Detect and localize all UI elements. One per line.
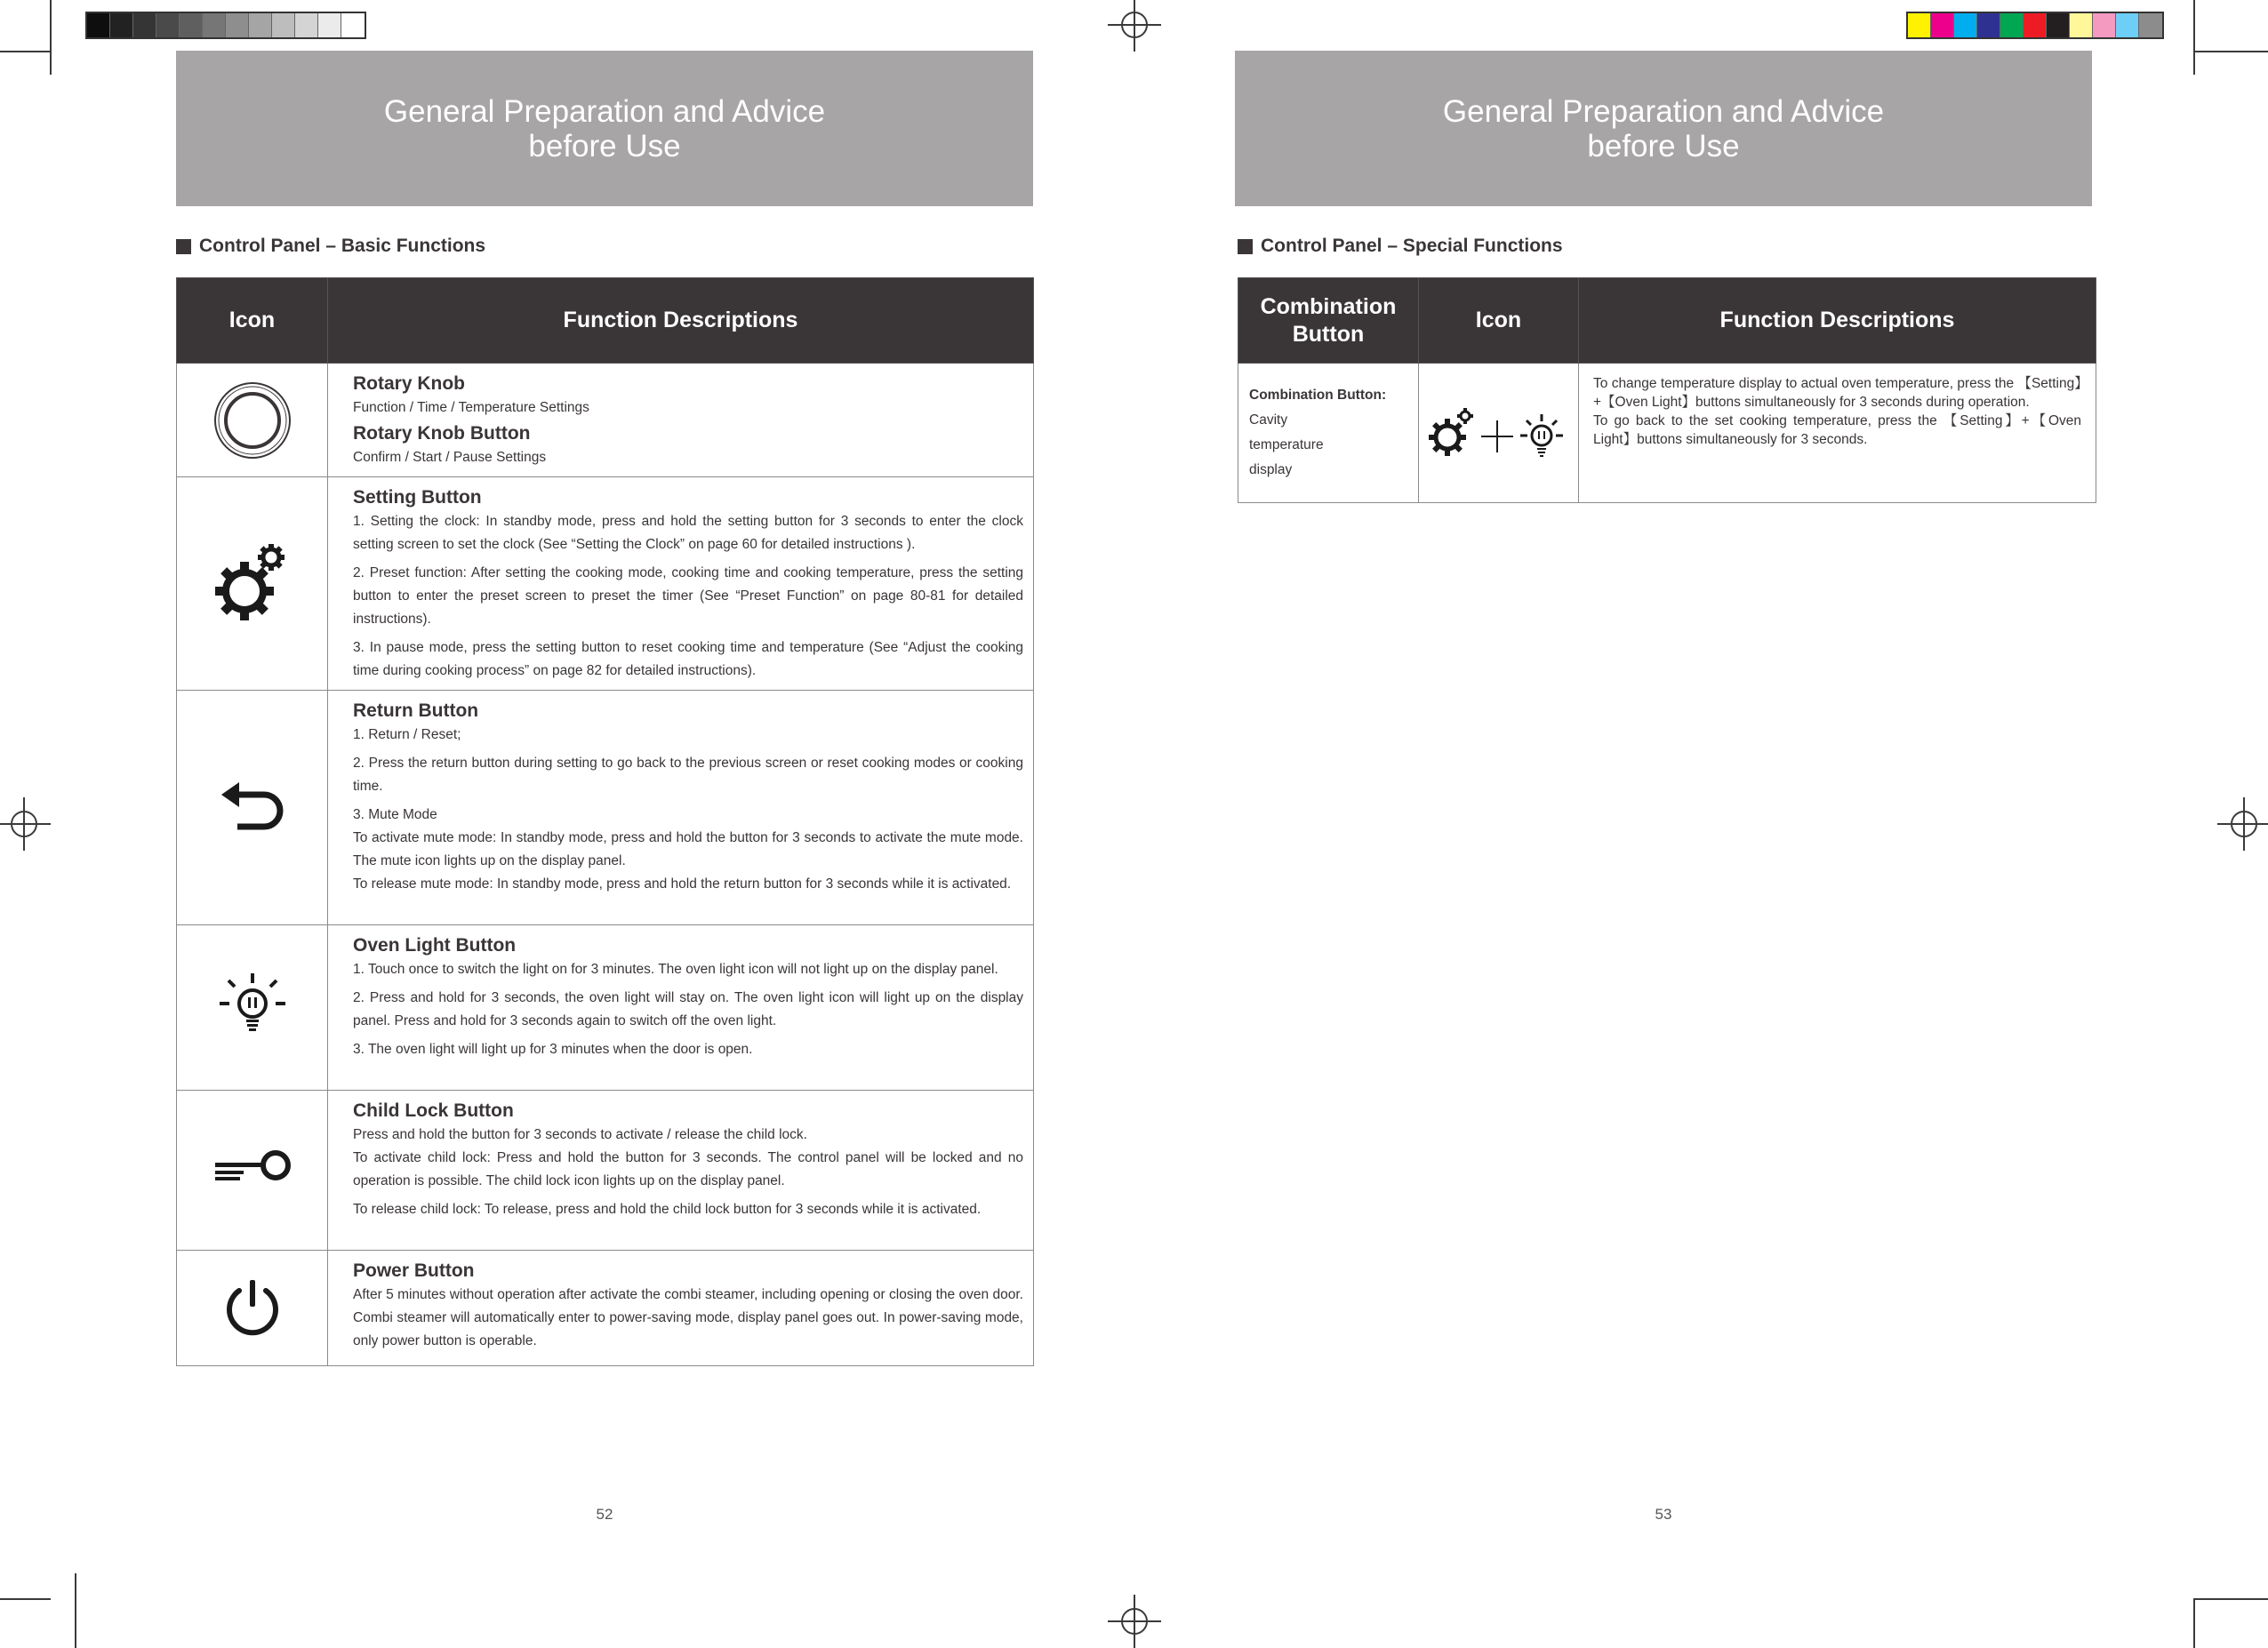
description-line: 1. Return / Reset; — [353, 727, 461, 742]
description-line: 1. Setting the clock: In standby mode, press and hold the setting button for 3 seconds to enter the clock setting screen to set the clock (See “Setting the Clock” on page 60 for detailed instructions ). — [353, 514, 1023, 552]
crop-mark — [2194, 51, 2268, 52]
banner-line-1: General Preparation and Advice — [383, 93, 826, 129]
section-title-text: Control Panel – Basic Functions — [199, 236, 486, 256]
combination-title: Combination Button: — [1249, 388, 1387, 403]
table-row — [177, 691, 1034, 925]
crop-mark — [2193, 0, 2195, 75]
table-row — [177, 364, 1034, 477]
color-swatch — [110, 13, 133, 37]
banner-line-2: before Use — [528, 128, 681, 164]
crop-mark — [75, 1573, 76, 1648]
description-line: Function / Time / Temperature Settings — [353, 400, 589, 415]
table-row — [177, 1251, 1034, 1366]
section-title-text: Control Panel – Special Functions — [1261, 236, 1563, 256]
page-banner — [1235, 51, 2092, 206]
description-line: To release mute mode: In standby mode, press and hold the return button for 3 seconds while it is activated. — [353, 876, 1012, 892]
combination-subtitle: Cavity temperature display — [1249, 412, 1324, 477]
icon-column-header: Icon — [177, 278, 328, 364]
table-row — [177, 477, 1034, 691]
gear-plus-light-icon — [1428, 402, 1570, 464]
description-line: 3. In pause mode, press the setting button to reset cooking time and temperature (See “Adjust the cooking time during cooking process” on page 82 for detailed instructions). — [353, 640, 1023, 678]
function-title: Power Button — [353, 1260, 475, 1281]
crop-mark — [0, 51, 51, 52]
description-line: 2. Press the return button during setting to go back to the previous screen or reset cooking modes or cooking time. — [353, 756, 1023, 794]
child-lock-key-icon — [208, 1144, 297, 1197]
color-swatch — [2093, 13, 2116, 37]
page-banner — [176, 51, 1033, 206]
description-line: Confirm / Start / Pause Settings — [353, 450, 547, 465]
description-line: After 5 minutes without operation after activate the combi steamer, including opening or closing the oven door. Combi steamer will automatically enter to power-saving mode, display panel goes out. In power-saving mode, only power button is operable. — [353, 1287, 1023, 1348]
description-line: To activate mute mode: In standby mode, press and hold the button for 3 seconds to activate the mute mode. The mute icon lights up on the display panel. — [353, 830, 1023, 868]
table-row — [1238, 364, 2096, 503]
square-bullet-icon — [1238, 239, 1253, 254]
function-title: Oven Light Button — [353, 935, 517, 956]
color-swatch — [2139, 13, 2162, 37]
special-functions-table — [1238, 277, 2096, 503]
function-title: Setting Button — [353, 487, 482, 508]
registration-mark — [2217, 797, 2268, 851]
gear-icon — [212, 540, 293, 628]
rotary-knob-icon — [212, 380, 293, 460]
color-swatch — [133, 13, 156, 37]
registration-mark — [1108, 1595, 1161, 1648]
basic-functions-table — [176, 277, 1034, 1366]
oven-light-icon — [212, 968, 293, 1048]
crop-mark — [50, 0, 52, 75]
combination-column-header: Combination Button — [1238, 278, 1419, 364]
description-line: 2. Press and hold for 3 seconds, the oven light will stay on. The oven light icon will light up on the display panel. Press and hold for 3 seconds again to switch off the oven light. — [353, 990, 1023, 1028]
description-line: Press and hold the button for 3 seconds to activate / release the child lock. — [353, 1127, 807, 1142]
description-line: To go back to the set cooking temperature, press the 【Setting】+【Oven Light】buttons simultaneously for 3 seconds. — [1593, 413, 2081, 447]
page-number: 53 — [1655, 1506, 1672, 1523]
return-arrow-icon — [212, 768, 293, 848]
function-title: Rotary Knob — [353, 373, 465, 394]
left-page — [176, 0, 1033, 1648]
square-bullet-icon — [176, 239, 191, 254]
section-title — [176, 236, 485, 257]
crop-mark — [0, 1598, 51, 1600]
description-line: To release child lock: To release, press and hold the child lock button for 3 seconds while it is activated. — [353, 1202, 982, 1217]
power-icon — [217, 1273, 288, 1344]
right-page — [1235, 0, 2092, 1648]
registration-mark — [1108, 0, 1161, 52]
description-line: 3. The oven light will light up for 3 minutes when the door is open. — [353, 1042, 753, 1057]
banner-line-1: General Preparation and Advice — [1442, 93, 1885, 129]
description-line: 1. Touch once to switch the light on for 3 minutes. The oven light icon will not light up on the display panel. — [353, 962, 998, 977]
color-swatch — [2116, 13, 2139, 37]
description-column-header: Function Descriptions — [328, 278, 1034, 364]
crop-mark — [2193, 1598, 2195, 1648]
banner-line-2: before Use — [1587, 128, 1740, 164]
description-line: To activate child lock: Press and hold the button for 3 seconds. The control panel will be locked and no operation is possible. The child lock icon lights up on the display panel. — [353, 1150, 1023, 1188]
function-title: Rotary Knob Button — [353, 423, 531, 444]
registration-mark — [0, 797, 51, 851]
page-number: 52 — [596, 1506, 613, 1523]
icon-column-header: Icon — [1419, 278, 1579, 364]
table-row — [177, 925, 1034, 1091]
color-swatch — [87, 13, 110, 37]
description-column-header: Function Descriptions — [1579, 278, 2096, 364]
function-title: Child Lock Button — [353, 1100, 514, 1121]
function-title: Return Button — [353, 700, 479, 721]
description-line: 2. Preset function: After setting the cooking mode, cooking time and cooking temperature, press the setting button to enter the preset screen to preset the timer (See “Preset Function” on page 80-81 for detailed instructions). — [353, 565, 1023, 627]
table-row — [177, 1091, 1034, 1251]
description-line: 3. Mute Mode — [353, 807, 437, 822]
section-title — [1238, 236, 1563, 257]
crop-mark — [2194, 1598, 2268, 1600]
description-line: To change temperature display to actual oven temperature, press the 【Setting】+【Oven Light】buttons simultaneously for 3 seconds during operation. — [1593, 376, 2081, 410]
